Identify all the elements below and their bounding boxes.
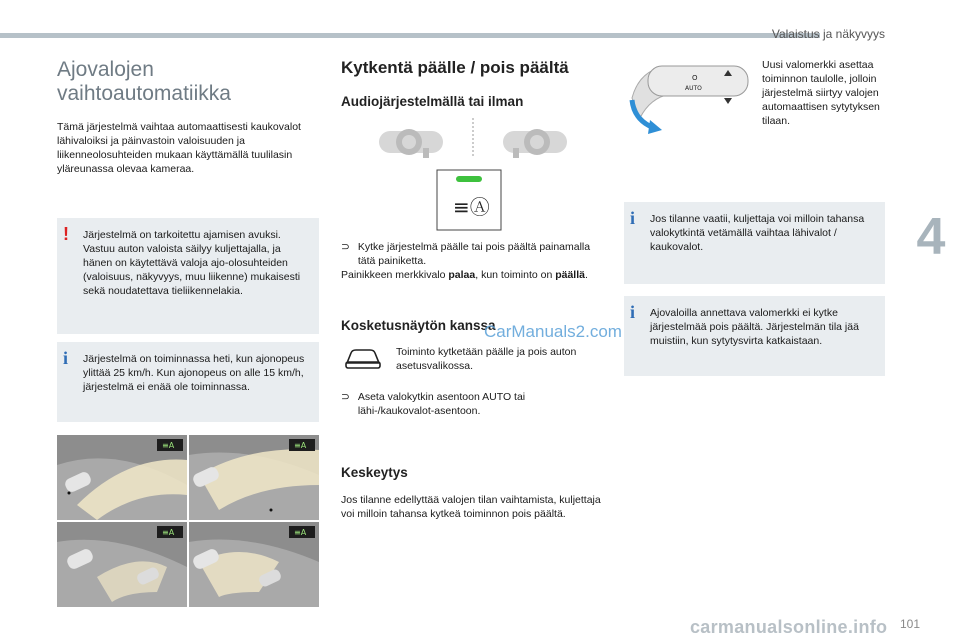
- dashboard-button-illustration: [379, 118, 569, 233]
- info-switch-text: Jos tilanne vaatii, kuljettaja voi milloin tahansa valokytkintä vetämällä vaihtaa lähivalot / kaukovalot.: [650, 213, 865, 253]
- middle-column: [341, 58, 603, 109]
- left-column: [57, 58, 319, 176]
- lamp-note: Painikkeen merkkivalo palaa, kun toiminto on päällä.: [341, 269, 588, 281]
- illustration-high-beam-clear: [57, 435, 187, 520]
- stalk-text: Uusi valomerkki asettaa toiminnon taulolle, jolloin järjestelmä siirtyy valojen automaattisen sytytyksen tilaan.: [762, 59, 880, 127]
- audio-subtitle: Audiojärjestelmällä tai ilman: [341, 94, 524, 109]
- stalk-label-auto: AUTO: [685, 85, 702, 92]
- illustration-low-beam-follow: [57, 522, 187, 607]
- info-box-switch: [624, 202, 885, 284]
- traffic-illustrations: [57, 435, 319, 607]
- car-settings-icon: [343, 345, 383, 371]
- info-icon: i: [630, 302, 636, 322]
- chapter-tab: [902, 205, 960, 293]
- chapter-number: 4: [916, 208, 946, 266]
- bullet-icon: ⊃: [341, 241, 350, 253]
- toggle-instructions: [341, 240, 603, 282]
- light-stalk-illustration: [620, 58, 755, 138]
- illustration-low-beam-oncoming: [189, 522, 319, 607]
- step-toggle: [341, 240, 603, 268]
- step-auto-text: Aseta valokytkin asentoon AUTO tai lähi-/kaukovalot-asentoon.: [357, 391, 526, 417]
- warning-text: Järjestelmä on tarkoitettu ajamisen avuksi. Vastuu auton valoista säilyy kuljettajalla, ja hänen on käytettävä valoja ajo-olosuhteiden (valoisuus, näkyvyys, muu liikenne) mukaisesti sekä noudatettava tieliikennelakia.: [83, 229, 301, 297]
- svg-text:≡Ⓐ: ≡Ⓐ: [453, 195, 490, 219]
- illustration-high-beam-oncoming: [189, 435, 319, 520]
- section-title-toggle: Kytkentä päälle / pois päältä: [341, 58, 569, 77]
- stalk-label-o: O: [692, 74, 698, 82]
- page-title: Ajovalojen vaihtoautomatiikka: [57, 58, 231, 105]
- watermark-carmanuals: CarManuals2.com: [484, 322, 622, 341]
- bullet-icon: ⊃: [341, 391, 350, 403]
- header-bar: [0, 33, 820, 38]
- svg-text:≡A: ≡A: [162, 441, 175, 450]
- info-icon: i: [630, 208, 636, 228]
- svg-text:≡A: ≡A: [162, 528, 175, 537]
- info-speed-text: Järjestelmä on toiminnassa heti, kun ajonopeus ylittää 25 km/h. Kun ajonopeus on alle 15 km/h, järjestelmä ei enää ole toiminnassa.: [83, 353, 305, 393]
- warning-box: [57, 218, 319, 334]
- step-auto: [341, 390, 603, 418]
- step-toggle-text: Kytke järjestelmä päälle tai pois päältä painamalla tätä painiketta.: [357, 241, 591, 267]
- svg-text:≡A: ≡A: [294, 441, 307, 450]
- warning-icon: !: [63, 224, 69, 244]
- info-box-memory: [624, 296, 885, 376]
- intro-text: Tämä järjestelmä vaihtaa automaattisesti kaukovalot lähivaloiksi ja päinvastoin valoisuuden ja liikenneolosuhteiden mukaan käyttämällä tuulilasin yläreunassa olevaa kameraa.: [57, 121, 301, 175]
- page-number: 101: [899, 617, 920, 631]
- section-title: Valaistus ja näkyvyys: [771, 27, 885, 41]
- info-icon: i: [63, 348, 69, 368]
- watermark-footer: carmanualsonline.info: [690, 617, 888, 637]
- pause-text: Jos tilanne edellyttää valojen tilan vaihtamista, kuljettaja voi milloin tahansa kytkeä toiminnon pois päältä.: [341, 494, 601, 520]
- svg-text:≡A: ≡A: [294, 528, 307, 537]
- info-box-speed: [57, 342, 319, 422]
- info-memory-text: Ajovaloilla annettava valomerkki ei kytke järjestelmää pois päältä. Järjestelmän tila jää muistiin, kun sytytysvirta katkaistaan.: [650, 307, 859, 347]
- touch-subtitle: Kosketusnäytön kanssa: [341, 318, 496, 333]
- touch-text: Toiminto kytketään päälle ja pois auton asetusvalikossa.: [396, 346, 577, 372]
- pause-subtitle: Keskeytys: [341, 465, 408, 480]
